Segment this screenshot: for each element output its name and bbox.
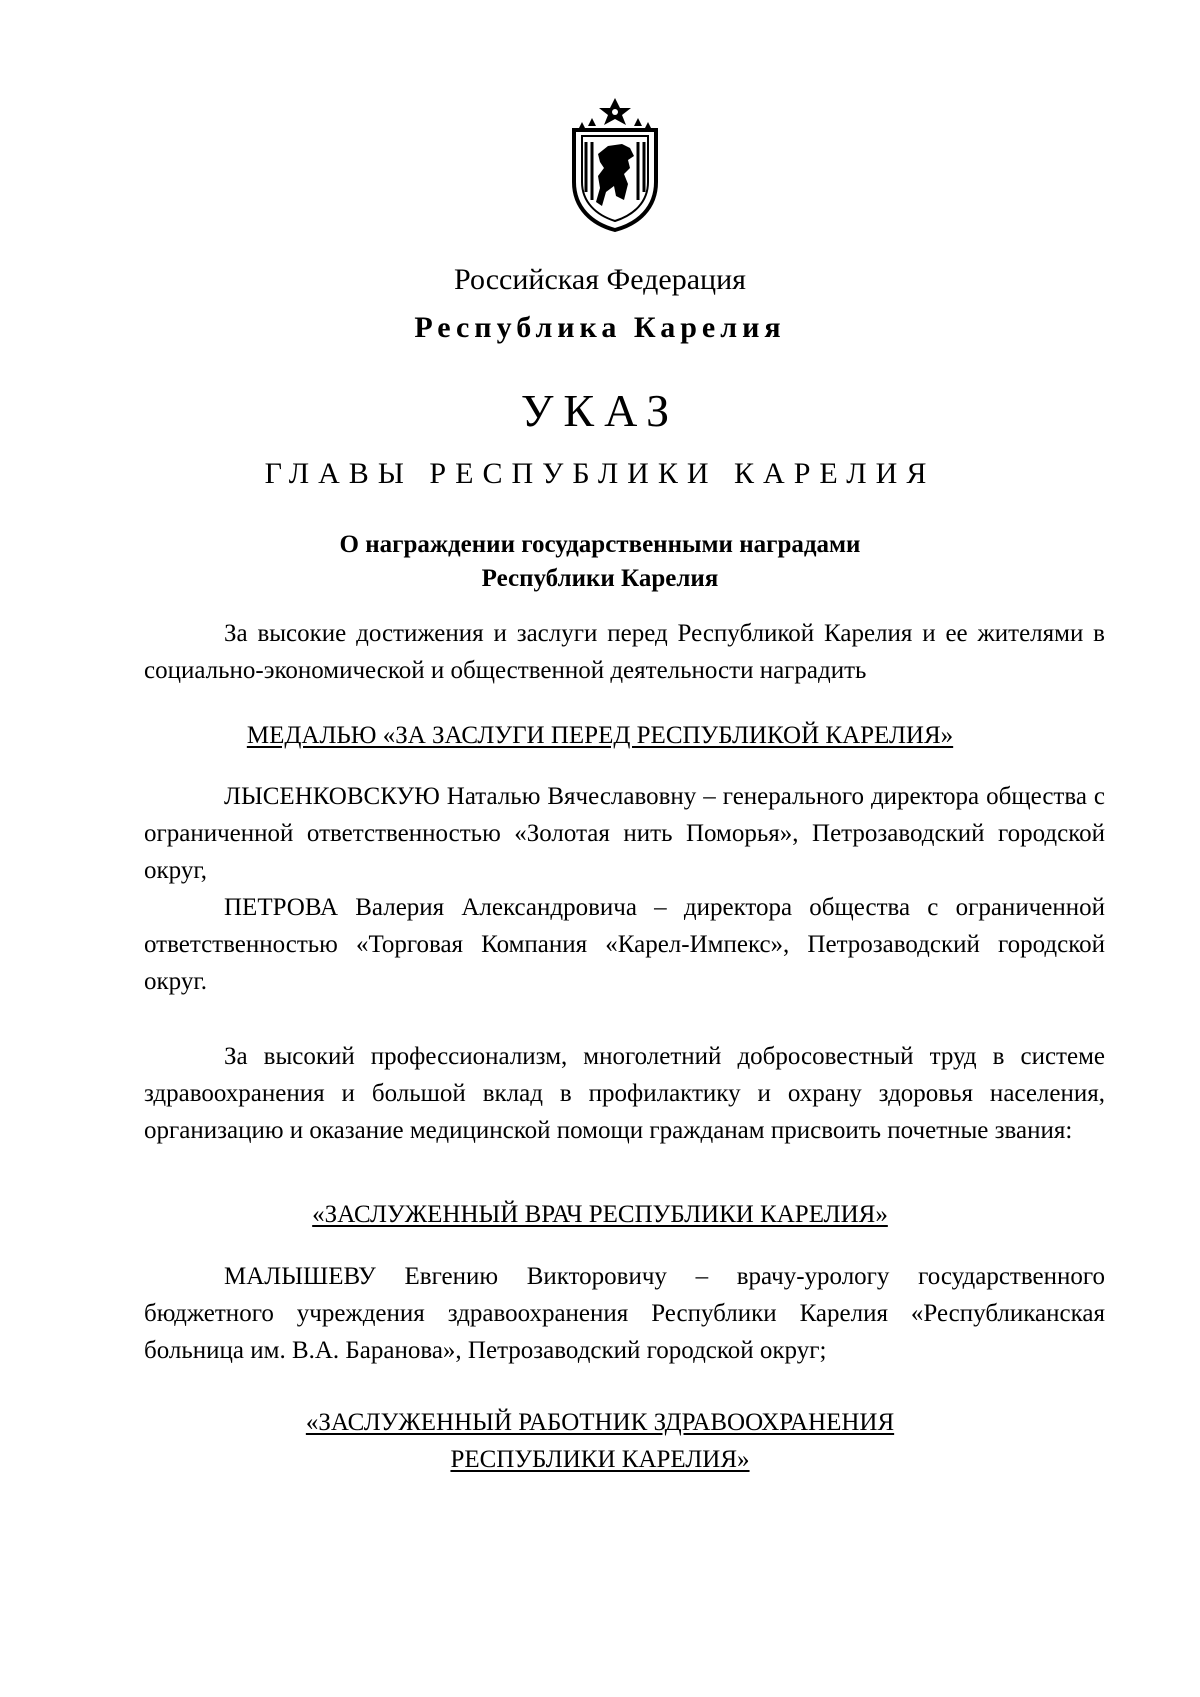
- intro-text-2: За высокий профессионализм, многолетний добросовестный труд в системе здравоохранения и большой вклад в профилактику и охрану здоровья населения, организацию и оказание медицинской помощи гражданам присвоить почетные звания:: [144, 1043, 1105, 1144]
- republic-name: Республика Карелия: [414, 311, 786, 344]
- recipient-paragraph-1: [144, 778, 1105, 889]
- subject-line-2: Республики Карелия: [481, 565, 719, 592]
- award-title-doctor: «ЗАСЛУЖЕННЫЙ ВРАЧ РЕСПУБЛИКИ КАРЕЛИЯ»: [312, 1201, 888, 1228]
- recipient-text-3: МАЛЫШЕВУ Евгению Викторовичу – врачу-урологу государственного бюджетного учреждения здравоохранения Республики Карелия «Республиканская больница им. В.А. Баранова», Петрозаводский городской округ;: [144, 1263, 1105, 1364]
- coat-of-arms-karelia-icon: [568, 96, 662, 232]
- recipient-paragraph-2: [144, 889, 1105, 1000]
- intro-paragraph-2: [144, 1038, 1105, 1149]
- intro-paragraph-1: [144, 615, 1105, 689]
- award-title-line-1: «ЗАСЛУЖЕННЫЙ РАБОТНИК ЗДРАВООХРАНЕНИЯ: [305, 1409, 895, 1436]
- recipient-paragraph-3: [144, 1258, 1105, 1369]
- recipient-text-2: ПЕТРОВА Валерия Александровича – директора общества с ограниченной ответственностью «Торговая Компания «Карел-Импекс», Петрозаводский городской округ.: [144, 894, 1105, 995]
- recipient-text-1: ЛЫСЕНКОВСКУЮ Наталью Вячеславовну – генерального директора общества с ограниченной ответственностью «Золотая нить Поморья», Петрозаводский городской округ,: [144, 783, 1105, 884]
- award-title-health-worker: [0, 1404, 1200, 1478]
- document-subject: [0, 528, 1200, 596]
- award-title-line-2: РЕСПУБЛИКИ КАРЕЛИЯ»: [450, 1446, 750, 1473]
- country-name: Российская Федерация: [454, 263, 746, 296]
- issuer-title: ГЛАВЫ РЕСПУБЛИКИ КАРЕЛИЯ: [264, 457, 936, 490]
- subject-line-1: О награждении государственными наградами: [339, 531, 861, 558]
- award-title-medal: МЕДАЛЬЮ «ЗА ЗАСЛУГИ ПЕРЕД РЕСПУБЛИКОЙ КАРЕЛИЯ»: [246, 722, 954, 749]
- document-type: УКАЗ: [520, 385, 680, 436]
- intro-text-1: За высокие достижения и заслуги перед Республикой Карелия и ее жителями в социально-экономической и общественной деятельности наградить: [144, 620, 1105, 684]
